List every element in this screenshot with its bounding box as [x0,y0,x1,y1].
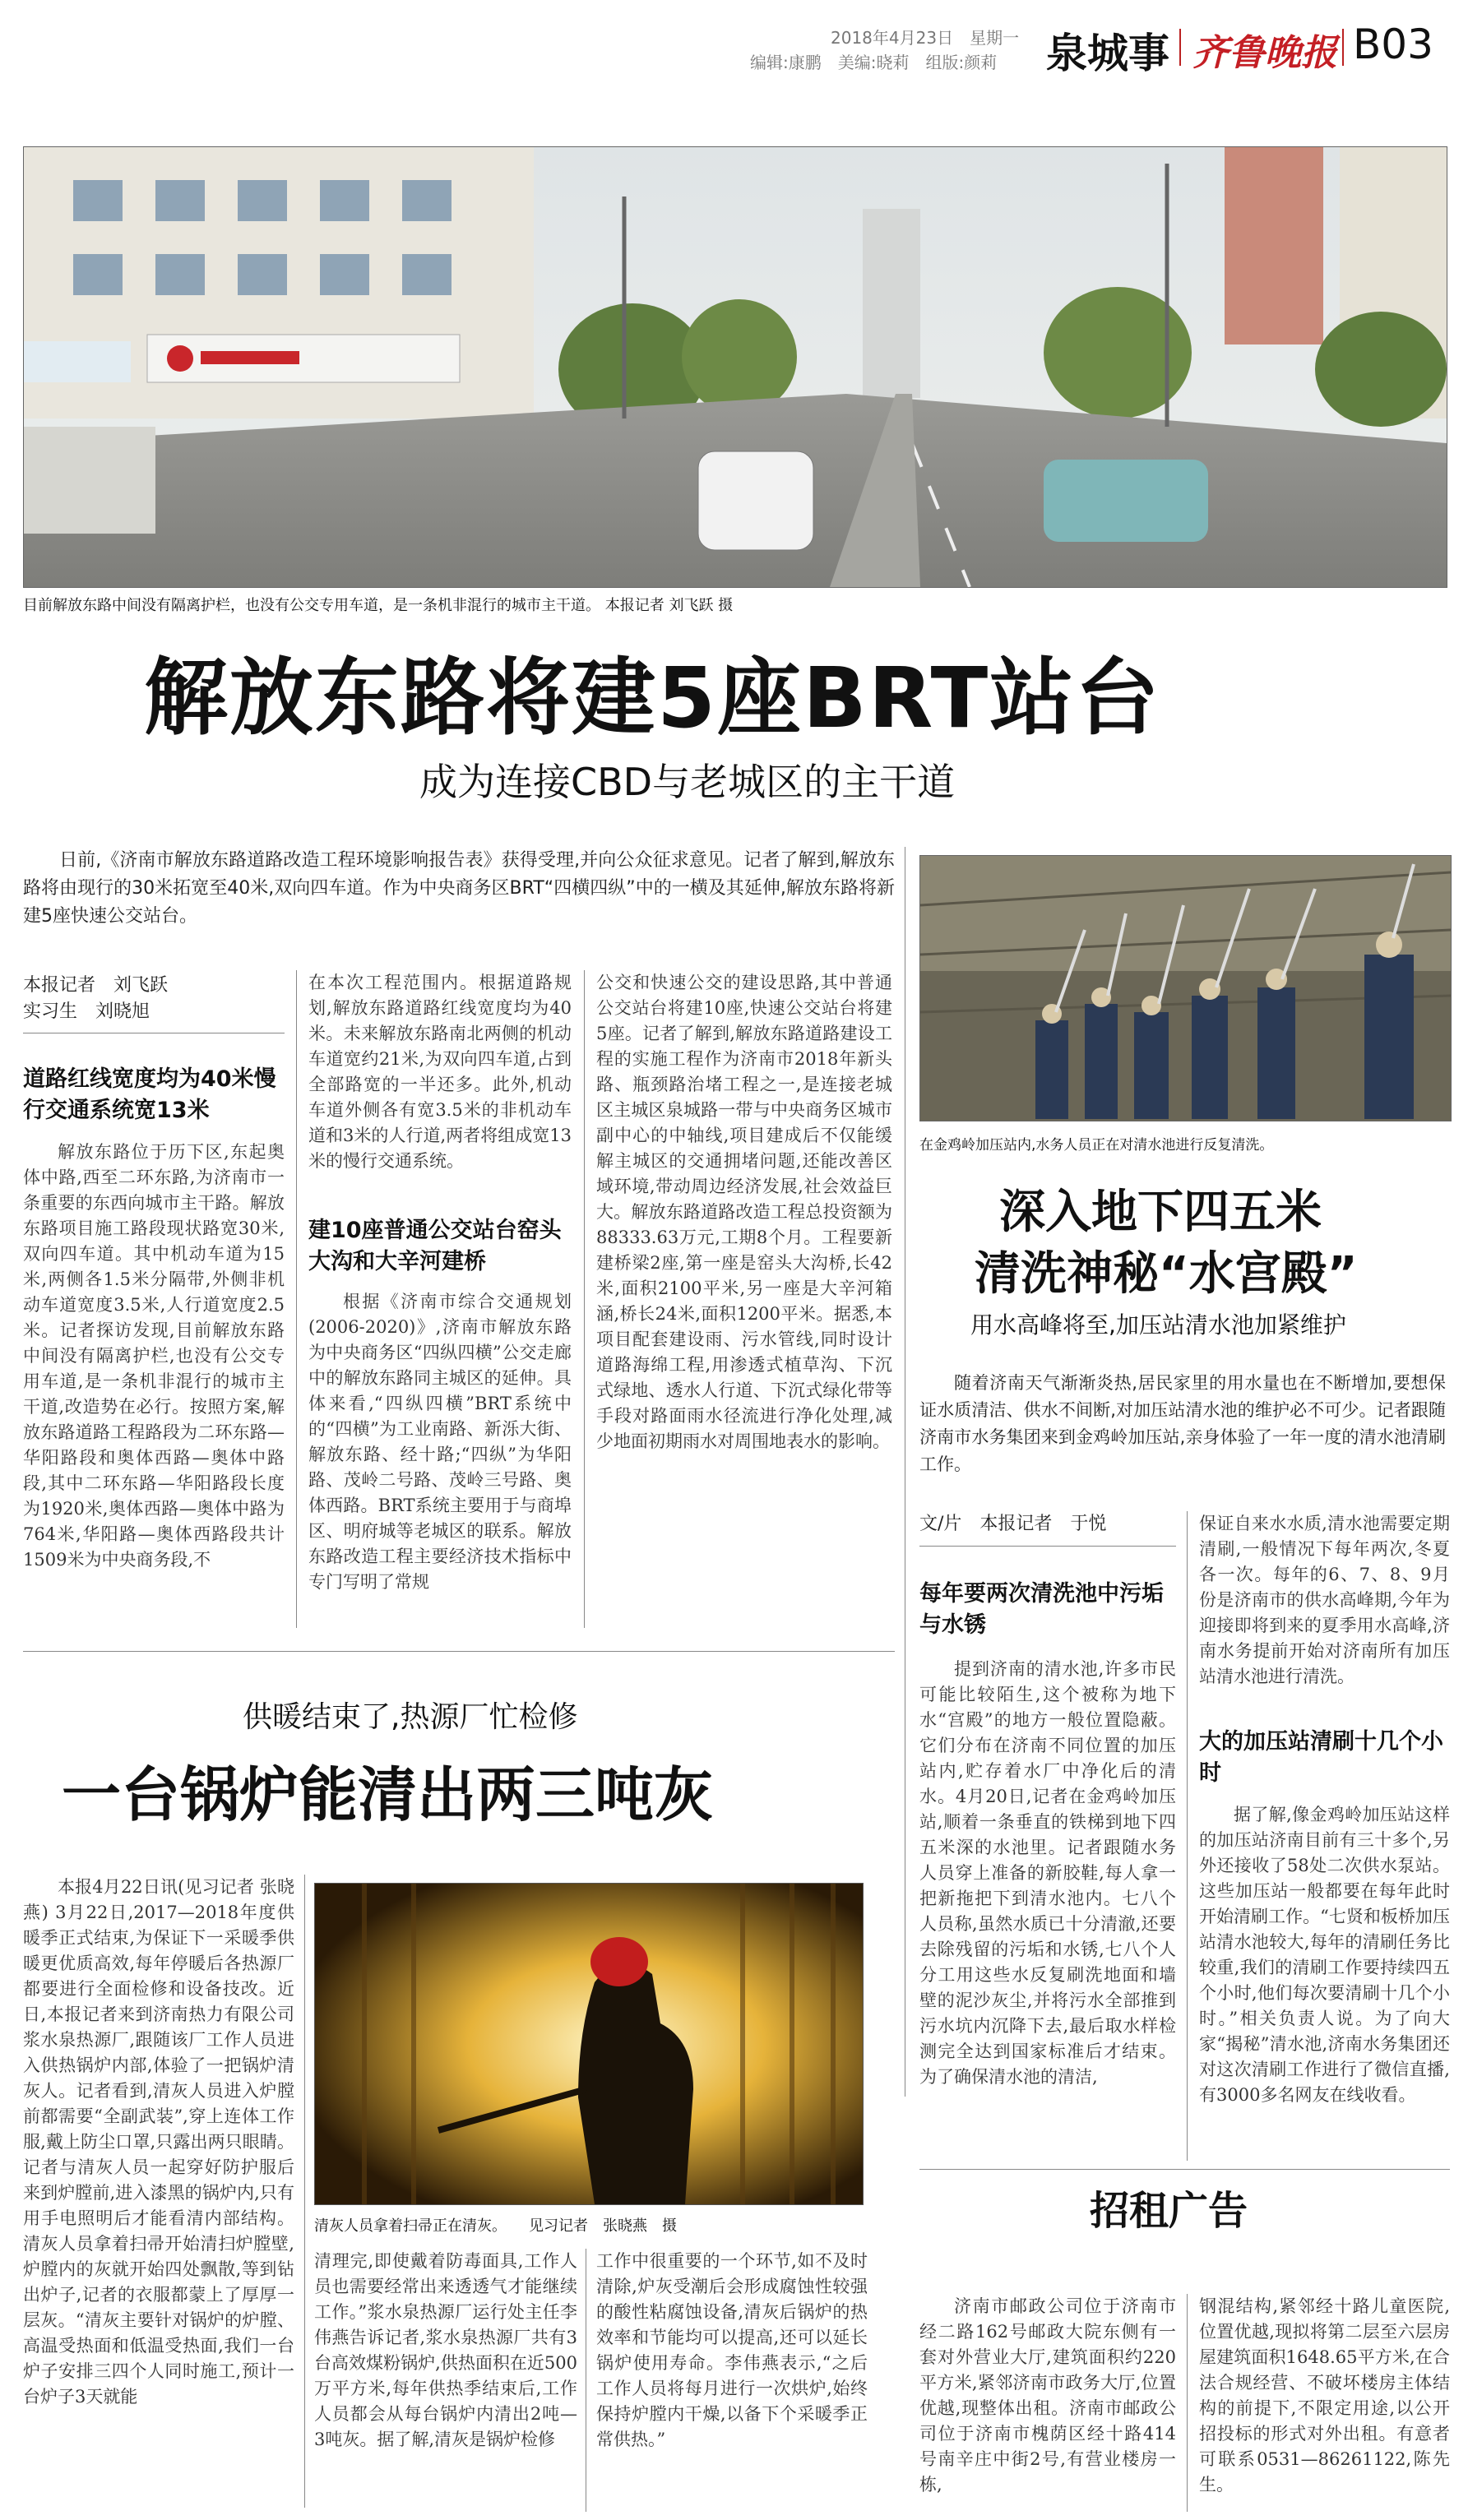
water-col-2b: 据了解,像金鸡岭加压站这样的加压站济南目前有三十多个,另外还接收了58处二次供水泵站。这些加压站一般都要在每年此时开始清刷工作。“七贤和板桥加压站清水池较大,每年的清刷任务比较重,我们的清刷工作要持续四五个小时,他们每次要清刷十几个小时。”相关负责人说。为了向大家“揭秘”清水池,济南水务集团还对这次清刷工作进行了微信直播,有3000多名网友在线收看。 [1199,1805,1450,2105]
brt-byline-intern: 实习生 刘晓旭 [23,1001,151,1022]
ad-col-2: 钢混结构,紧邻经十路儿童医院,位置优越,现拟将第二层至六层房屋建筑面积1648.65平方米,在合法合规经营、不破坏楼房主体结构的前提下,不限定用途,以公开招投标的形式对外出租。有意者可联系0531—86261122,陈先生。 [1199,2296,1450,2495]
brt-col-1: 解放东路位于历下区,东起奥体中路,西至二环东路,为济南市一条重要的东西向城市主干路。解放东路项目施工路段现状路宽30米,双向四车道。其中机动车道为15米,两侧各1.5米分隔带,外侧非机动车道宽度3.5米,人行道宽度2.5米。记者探访发现,目前解放东路中间没有隔离护栏,也没有公交专用车道,是一条机非混行的城市主干道,改造势在必行。按照方案,解放东路道路工程路段为二环东路—华阳路段和奥体西路—奥体中路段,其中二环东路—华阳路段长度为1920米,奥体西路—奥体中路为764米,华阳路—奥体西路段共计1509米为中央商务段,不 [23,1142,285,1570]
water-subhead-1: 每年要两次清洗池中污垢与水锈 [919,1581,1164,1638]
boiler-col-1: 本报4月22日讯(见习记者 张晓燕) 3月22日,2017—2018年度供暖季正式结束,为保证下一采暖季供暖更优质高效,每年停暖后各热源厂都要进行全面检修和设备技改。近日,本报记者来到济南热力有限公司浆水泉热源厂,跟随该厂工作人员进入供热锅炉内部,体验了一把锅炉清灰人。记者看到,清灰人员进入炉膛前都需要“全副武装”,穿上连体工作服,戴上防尘口罩,只露出两只眼睛。记者与清灰人员一起穿好防护服后来到炉膛前,进入漆黑的锅炉内,只有用手电照明后才能看清内部结构。清灰人员拿着扫帚开始清扫炉膛壁,炉膛内的灰就开始四处飘散,等到钻出炉子,记者的衣服都蒙上了厚厚一层灰。“清灰主要针对锅炉的炉膛、高温受热面和低温受热面,我们一台炉子安排三四个人同时施工,预计一台炉子3天就能 [23,1877,294,2407]
water-subhead-2: 大的加压站清刷十几个小时 [1199,1729,1443,1786]
water-photo-caption: 在金鸡岭加压站内,水务人员正在对清水池进行反复清洗。 [919,1137,1274,1154]
boiler-col-2: 清理完,即使戴着防毒面具,工作人员也需要经常出来透透气才能继续工作。”浆水泉热源厂运行处主任李伟燕告诉记者,浆水泉热源厂共有3台高效煤粉锅炉,供热面积在近500万平方米,每年供热季结束后,工作人员都会从每台锅炉内清出2吨—3吨灰。据了解,清灰是锅炉检修 [314,2251,577,2449]
water-byline: 文/片 本报记者 于悦 [919,1514,1107,1534]
boiler-col-divider-1 [304,1875,305,2508]
water-lead: 随着济南天气渐渐炎热,居民家里的用水量也在不断增加,要想保证水质清洁、供水不间断,对加压站清水池的维护必不可少。记者跟随济南市水务集团来到金鸡岭加压站,亲身体验了一年一度的清水池清刷工作。 [919,1373,1446,1474]
masthead-date: 2018年4月23日 星期一 [831,28,1020,48]
water-byline-rule [919,1546,1176,1547]
separator-bar-2 [1342,29,1344,66]
page-number: B03 [1353,21,1433,68]
boiler-top-rule [23,1651,895,1652]
water-col-divider [1187,1511,1188,2161]
separator-bar [1179,29,1181,66]
water-col-2a: 保证自来水水质,清水池需要定期清刷,一般情况下每年两次,冬夏各一次。每年的6、7、8、9月份是济南市的供水高峰期,今年为迎接即将到来的夏季用水高峰,济南水务提前开始对济南所有加压站清水池进行清洗。 [1199,1514,1450,1686]
brt-col-2a: 在本次工程范围内。根据道路规划,解放东路道路红线宽度均为40米。未来解放东路南北两侧的机动车道宽约21米,为双向四车道,占到全部路宽的一半还多。此外,机动车道外侧各有宽3.5米的非机动车道和3米的人行道,两者将组成宽13米的慢行交通系统。 [308,973,572,1171]
brt-subhead-1: 道路红线宽度均为40米慢行交通系统宽13米 [23,1066,276,1123]
boiler-photo-caption: 清灰人员拿着扫帚正在清灰。 见习记者 张晓燕 摄 [314,2217,677,2235]
brt-lead: 日前,《济南市解放东路道路改造工程环境影响报告表》获得受理,并向公众征求意见。记者了解到,解放东路将由现行的30米拓宽至40米,双向四车道。作为中央商务区BRT“四横四纵”中的一横及其延伸,解放东路将新建5座快速公交站台。 [23,850,895,927]
water-subheadline: 用水高峰将至,加压站清水池加紧维护 [970,1311,1346,1339]
ad-title: 招租广告 [1090,2188,1248,2234]
brt-subheadline: 成为连接CBD与老城区的主干道 [419,760,956,804]
brt-col-divider-2 [584,970,585,1628]
boiler-col-3: 工作中很重要的一个环节,如不及时清除,炉灰受潮后会形成腐蚀性较强的酸性粘腐蚀设备,清灰后锅炉的热效率和节能均可以提高,还可以延长锅炉使用寿命。李伟燕表示,“之后工作人员将每月进行一次烘炉,始终保持炉膛内干燥,以备下个采暖季正常供热。” [596,2251,868,2449]
brt-subhead-2: 建10座普通公交站台窑头大沟和大辛河建桥 [308,1218,562,1274]
paper-logo: 齐鲁晚报 [1192,32,1337,74]
street-photo-caption: 目前解放东路中间没有隔离护栏，也没有公交专用车道，是一条机非混行的城市主干道。 本报记者 刘飞跃 摄 [23,597,734,614]
water-col-1: 提到济南的清水池,许多市民可能比较陌生,这个被称为地下水“宫殿”的地方一般位置隐蔽。它们分布在济南不同位置的加压站内,贮存着水厂中净化后的清水。4月20日,记者在金鸡岭加压站,顺着一条垂直的铁梯到地下四五米深的水池里。记者跟随水务人员穿上准备的新胶鞋,每人拿一把新拖把下到清水池内。七八个人员称,虽然水质已十分清澈,还要去除残留的污垢和水锈,七八个人分工用这些水反复刷洗地面和墙壁的泥沙灰尘,并将污水全部推到污水坑内沉降下去,最后取水样检测完全达到国家标准后才结束。为了确保清水池的清洁, [919,1659,1176,2087]
water-tank-photo [919,855,1452,1121]
boiler-headline: 一台锅炉能清出两三吨灰 [62,1760,714,1829]
ad-col-1: 济南市邮政公司位于济南市经二路162号邮政大院东侧有一套对外营业大厅,建筑面积约220平方米,紧邻济南市政务大厅,位置优越,现整体出租。济南市邮政公司位于济南市槐荫区经十路414号南辛庄中街2号,有营业楼房一栋, [919,2296,1176,2495]
ad-top-rule [919,2169,1450,2170]
boiler-photo [314,1883,864,2205]
boiler-kicker: 供暖结束了,热源厂忙检修 [243,1700,578,1734]
street-photo [23,146,1447,588]
water-headline-1: 深入地下四五米 [999,1186,1322,1239]
water-headline-2: 清洗神秘“水宫殿” [975,1247,1358,1301]
brt-col-3: 公交和快速公交的建设思路,其中普通公交站台将建10座,快速公交站台将建5座。记者了解到,解放东路道路建设工程的实施工程作为济南市2018年新头路、瓶颈路治堵工程之一,是连接老城区主城区泉城路一带与中央商务区城市副中心的中轴线,项目建成后不仅能缓解主城区的交通拥堵问题,还能改善区域环境,带动周边经济发展,社会效益巨大。解放东路道路改造工程总投资额为88333.63万元,工期8个月。工程要新建桥梁2座,第一座是窑头大沟桥,长42米,面积2100平米,另一座是大辛河箱涵,桥长24米,面积1200平米。据悉,本项目配套建设雨、污水管线,同时设计道路海绵工程,用渗透式植草沟、下沉式绿地、透水人行道、下沉式绿化带等手段对路面雨水径流进行净化处理,减少地面初期雨水对周围地表水的影响。 [596,973,892,1451]
brt-headline: 解放东路将建5座BRT站台 [144,650,1161,747]
masthead-editors: 编辑:康鹏 美编:晓莉 组版:颜莉 [750,53,998,72]
section-title: 泉城事 [1046,30,1169,77]
ad-col-divider [1187,2294,1188,2512]
brt-col-divider-1 [296,970,297,1628]
brt-byline-reporter: 本报记者 刘飞跃 [23,975,169,996]
brt-col-2b: 根据《济南市综合交通规划(2006-2020)》,济南市解放东路为中央商务区“四纵四横”公交走廊中的解放东路同主城区的延伸。具体来看,“四纵四横”BRT系统中的“四横”为工业南路、新泺大街、解放东路、经十路;“四纵”为华阳路、茂岭二号路、茂岭三号路、奥体西路。BRT系统主要用于与商埠区、明府城等老城区的联系。解放东路改造工程主要经济技术指标中专门写明了常规 [308,1292,572,1592]
